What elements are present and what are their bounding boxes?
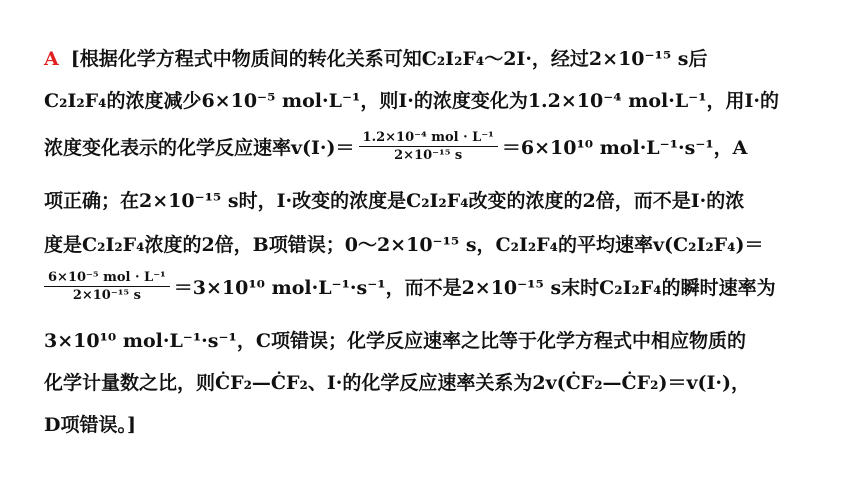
rate-fraction-2-numerator: 6×10⁻⁵ mol · L⁻¹ [44,270,170,287]
line-6 [44,270,816,303]
line-9 [44,410,816,437]
line-3 [44,130,816,163]
line-1 [44,44,816,71]
line-7-text: 3×10¹⁰ mol·L⁻¹·s⁻¹，C项错误；化学反应速率之比等于化学方程式中相应物质的 [44,330,746,352]
line-4-text: 项正确；在2×10⁻¹⁵ s时，I·改变的浓度是C₂I₂F₄改变的浓度的2倍，而不是I·的浓 [44,190,745,212]
line-6-suffix: ＝3×10¹⁰ mol·L⁻¹·s⁻¹，而不是2×10⁻¹⁵ s末时C₂I₂F₄的瞬时速率为 [173,277,776,299]
line-2 [44,86,816,113]
line-8 [44,368,816,395]
line-3-prefix: 浓度变化表示的化学反应速率v(I·)＝ [44,137,355,159]
rate-fraction-2-denominator: 2×10⁻¹⁵ s [72,288,141,303]
line-5-text: 度是C₂I₂F₄浓度的2倍，B项错误；0～2×10⁻¹⁵ s，C₂I₂F₄的平均速率v(C₂I₂F₄)＝ [44,234,764,256]
rate-fraction-2 [44,270,170,303]
line-8-text: 化学计量数之比，则ĊF₂—ĊF₂、I·的化学反应速率关系为2v(ĊF₂—ĊF₂)＝v(I·)， [44,372,750,394]
answer-letter: A [44,48,59,70]
line-4 [44,186,816,213]
line-3-suffix: ＝6×10¹⁰ mol·L⁻¹·s⁻¹，A [501,137,748,159]
line-5 [44,230,816,257]
rate-fraction-1-numerator: 1.2×10⁻⁴ mol · L⁻¹ [359,130,498,147]
line-7 [44,326,816,353]
line-9-text: D项错误。] [44,414,136,436]
line-1-text: [根据化学方程式中物质间的转化关系可知C₂I₂F₄～2I·，经过2×10⁻¹⁵ s后 [70,48,708,70]
line-2-text: C₂I₂F₄的浓度减少6×10⁻⁵ mol·L⁻¹，则I·的浓度变化为1.2×10⁻⁴ mol·L⁻¹，用I·的 [44,90,780,112]
rate-fraction-1-denominator: 2×10⁻¹⁵ s [394,148,463,163]
rate-fraction-1 [359,130,498,163]
